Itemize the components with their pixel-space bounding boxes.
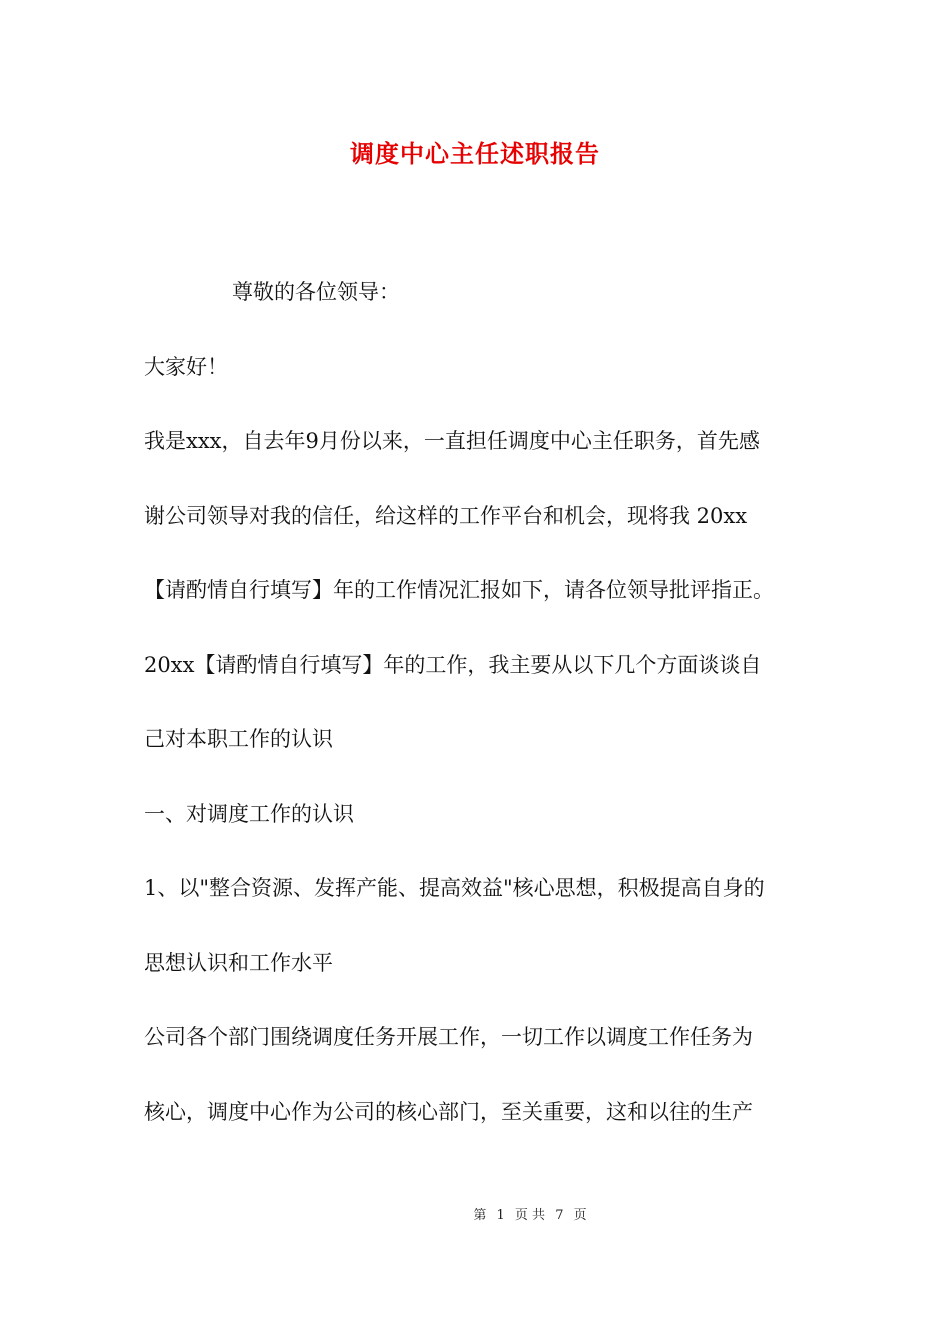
body-line: 我是xxx，自去年9月份以来，一直担任调度中心主任职务，首先感 bbox=[144, 429, 760, 453]
page-number-footer bbox=[0, 1206, 950, 1226]
footer-total-pages: 7 bbox=[555, 1208, 564, 1223]
body-line: 公司各个部门围绕调度任务开展工作，一切工作以调度工作任务为 bbox=[144, 1025, 753, 1049]
footer-middle: 页 共 bbox=[514, 1208, 546, 1223]
footer-current-page: 1 bbox=[496, 1208, 505, 1223]
body-line: 核心，调度中心作为公司的核心部门，至关重要，这和以往的生产 bbox=[144, 1099, 753, 1124]
subsection-heading-continued: 思想认识和工作水平 bbox=[144, 950, 333, 975]
footer-prefix: 第 bbox=[473, 1208, 487, 1223]
subsection-heading: 1、以"整合资源、发挥产能、提高效益"核心思想，积极提高自身的 bbox=[144, 876, 765, 900]
body-line: 己对本职工作的认识 bbox=[144, 727, 333, 751]
section-heading: 一、对调度工作的认识 bbox=[144, 801, 354, 826]
document-body bbox=[144, 272, 834, 1166]
footer-suffix: 页 bbox=[573, 1208, 587, 1223]
document-title: 调度中心主任述职报告 bbox=[350, 139, 600, 168]
greeting-line: 大家好！ bbox=[144, 354, 228, 379]
salutation-line: 尊敬的各位领导： bbox=[232, 280, 400, 304]
body-line: 20xx【请酌情自行填写】年的工作，我主要从以下几个方面谈谈自 bbox=[144, 652, 762, 677]
body-line: 谢公司领导对我的信任，给这样的工作平台和机会，现将我 20xx bbox=[144, 503, 748, 528]
body-line: 【请酌情自行填写】年的工作情况汇报如下，请各位领导批评指正。 bbox=[144, 578, 774, 602]
